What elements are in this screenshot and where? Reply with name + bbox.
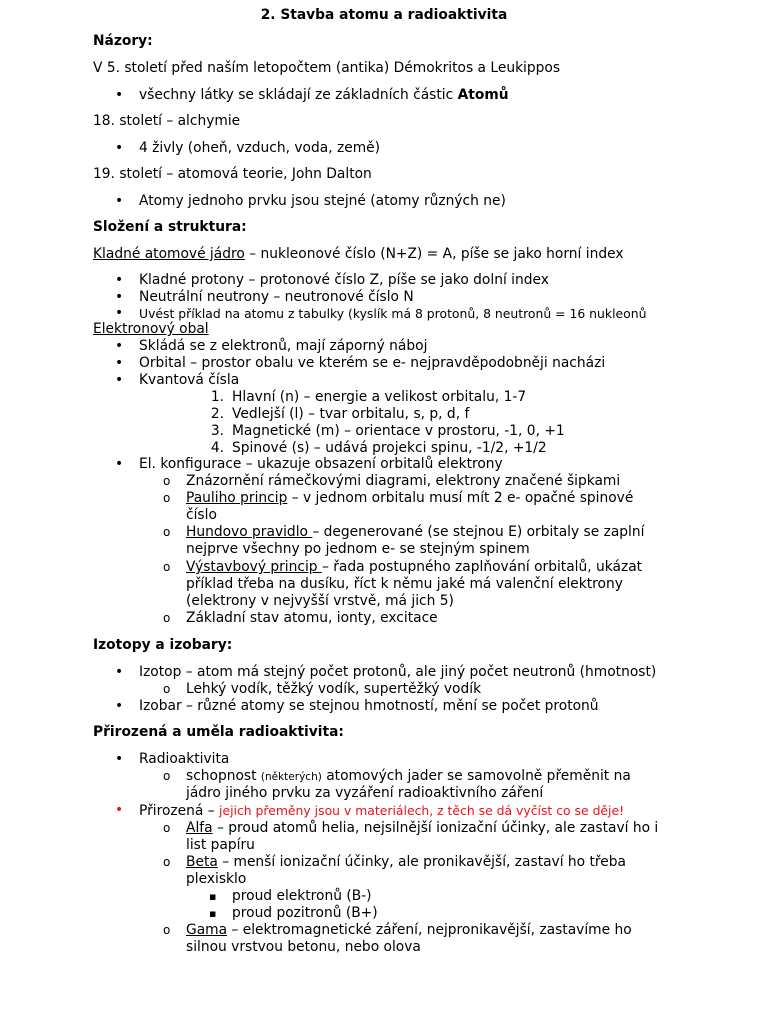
bullet-icon bbox=[115, 751, 123, 768]
list-item: proud pozitronů (B+) bbox=[232, 905, 378, 921]
circle-bullet-icon bbox=[163, 922, 170, 939]
paragraph: 19. století – atomová teorie, John Dalton bbox=[93, 166, 372, 182]
square-bullet-icon bbox=[209, 905, 216, 922]
section-heading-radioactivity: Přirozená a uměla radioaktivita: bbox=[93, 724, 344, 740]
circle-bullet-icon bbox=[163, 473, 170, 490]
list-item: Uvést příklad na atomu z tabulky (kyslík má 8 protonů, 8 neutronů = 16 nukleonů bbox=[139, 306, 647, 321]
list-item: Hundovo pravidlo – degenerované (se stejnou E) orbitaly se zaplní bbox=[186, 524, 645, 540]
bullet-icon bbox=[115, 338, 123, 355]
list-item: Pauliho princip – v jednom orbitalu musí mít 2 e- opačné spinové bbox=[186, 490, 634, 506]
list-item: proud elektronů (B-) bbox=[232, 888, 372, 904]
red-bullet-icon bbox=[115, 802, 123, 819]
bullet-icon bbox=[115, 140, 123, 157]
list-item: Kladné protony – protonové číslo Z, píše se jako dolní index bbox=[139, 272, 549, 288]
list-item: Skládá se z elektronů, mají záporný náboj bbox=[139, 338, 428, 354]
circle-bullet-icon bbox=[163, 854, 170, 871]
circle-bullet-icon bbox=[163, 524, 170, 541]
list-item: všechny látky se skládají ze základních částic Atomů bbox=[139, 87, 509, 103]
list-item: El. konfigurace – ukazuje obsazení orbitalů elektrony bbox=[139, 456, 503, 472]
list-item-continuation: (elektrony v nejvyšší vrstvě, má jich 5) bbox=[186, 593, 454, 609]
bullet-icon bbox=[115, 305, 123, 322]
list-item: Přirozená – jejich přeměny jsou v materiálech, z těch se dá vyčíst co se děje! bbox=[139, 803, 625, 819]
list-item: Atomy jednoho prvku jsou stejné (atomy různých ne) bbox=[139, 193, 506, 209]
list-item-continuation: silnou vrstvou betonu, nebo olova bbox=[186, 939, 421, 955]
list-item-continuation: příklad třeba na dusíku, říct k němu jaké má valenční elektrony bbox=[186, 576, 623, 592]
list-item-continuation: list papíru bbox=[186, 837, 255, 853]
section-heading-isotopes: Izotopy a izobary: bbox=[93, 637, 233, 653]
circle-bullet-icon bbox=[163, 559, 170, 576]
list-item: Neutrální neutrony – neutronové číslo N bbox=[139, 289, 414, 305]
bullet-icon bbox=[115, 193, 123, 210]
bullet-icon bbox=[115, 698, 123, 715]
list-number: 2. bbox=[210, 406, 224, 422]
list-item-continuation: plexisklo bbox=[186, 871, 247, 887]
circle-bullet-icon bbox=[163, 681, 170, 698]
list-item: Alfa – proud atomů helia, nejsilnější ionizační účinky, ale zastaví ho i bbox=[186, 820, 659, 836]
list-item: Gama – elektromagnetické záření, nejpronikavější, zastavíme ho bbox=[186, 922, 632, 938]
bullet-icon bbox=[115, 664, 123, 681]
bullet-icon bbox=[115, 87, 123, 104]
list-item-continuation: jádro jiného prvku za vyzáření radioaktivního záření bbox=[186, 785, 544, 801]
list-item: Výstavbový princip – řada postupného zaplňování orbitalů, ukázat bbox=[186, 559, 643, 575]
list-item: Magnetické (m) – orientace v prostoru, -1, 0, +1 bbox=[232, 423, 565, 439]
paragraph: Elektronový obal bbox=[93, 321, 209, 337]
bullet-icon bbox=[115, 355, 123, 372]
list-item-continuation: nejprve všechny po jednom e- se stejným spinem bbox=[186, 541, 530, 557]
list-item: Izotop – atom má stejný počet protonů, ale jiný počet neutronů (hmotnost) bbox=[139, 664, 657, 680]
list-item-continuation: číslo bbox=[186, 507, 217, 523]
circle-bullet-icon bbox=[163, 768, 170, 785]
paragraph: 18. století – alchymie bbox=[93, 113, 241, 129]
list-item: Základní stav atomu, ionty, excitace bbox=[186, 610, 438, 626]
list-number: 1. bbox=[210, 389, 224, 405]
paragraph: Kladné atomové jádro – nukleonové číslo (N+Z) = A, píše se jako horní index bbox=[93, 246, 624, 262]
paragraph: V 5. století před naším letopočtem (antika) Démokritos a Leukippos bbox=[93, 60, 561, 76]
list-item: schopnost (některých) atomových jader se samovolně přeměnit na bbox=[186, 768, 631, 784]
bullet-icon bbox=[115, 372, 123, 389]
list-number: 3. bbox=[210, 423, 224, 439]
list-item: Kvantová čísla bbox=[139, 372, 240, 388]
list-item: Radioaktivita bbox=[139, 751, 230, 767]
list-item: Orbital – prostor obalu ve kterém se e- nejpravděpodobněji nacházi bbox=[139, 355, 606, 371]
bullet-icon bbox=[115, 289, 123, 306]
list-item: Izobar – různé atomy se stejnou hmotností, mění se počet protonů bbox=[139, 698, 599, 714]
circle-bullet-icon bbox=[163, 610, 170, 627]
list-item: Spinové (s) – udává projekci spinu, -1/2, +1/2 bbox=[232, 440, 547, 456]
list-number: 4. bbox=[210, 440, 224, 456]
circle-bullet-icon bbox=[163, 490, 170, 507]
section-heading-structure: Složení a struktura: bbox=[93, 219, 247, 235]
section-heading-views: Názory: bbox=[93, 33, 153, 49]
bullet-icon bbox=[115, 272, 123, 289]
list-item: Lehký vodík, těžký vodík, supertěžký vodík bbox=[186, 681, 482, 697]
list-item: Vedlejší (l) – tvar orbitalu, s, p, d, f bbox=[232, 406, 470, 422]
list-item: Beta – menší ionizační účinky, ale pronikavější, zastaví ho třeba bbox=[186, 854, 626, 870]
page-title: 2. Stavba atomu a radioaktivita bbox=[260, 7, 508, 23]
list-item: 4 živly (oheň, vzduch, voda, země) bbox=[139, 140, 381, 156]
list-item: Znázornění rámečkovými diagrami, elektrony značené šipkami bbox=[186, 473, 621, 489]
circle-bullet-icon bbox=[163, 820, 170, 837]
list-item: Hlavní (n) – energie a velikost orbitalu, 1-7 bbox=[232, 389, 527, 405]
bullet-icon bbox=[115, 456, 123, 473]
square-bullet-icon bbox=[209, 888, 216, 905]
